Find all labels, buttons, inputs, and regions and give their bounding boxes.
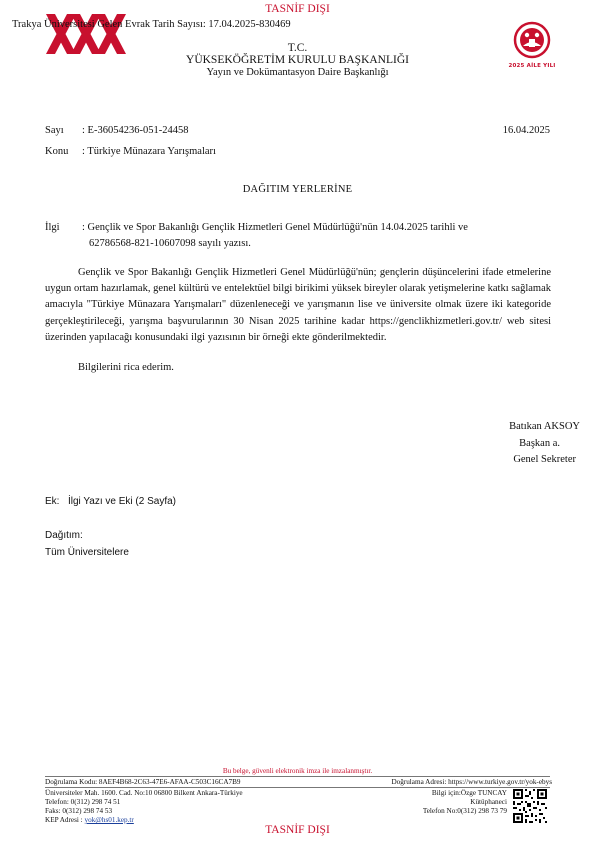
signer-title-1: Başkan a. — [519, 437, 560, 449]
distribution-value: Tüm Üniversitelere — [45, 547, 129, 558]
kep-label: KEP Adresi : — [45, 816, 83, 824]
ilgi-line2: 62786568-821-10607098 sayılı yazısı. — [89, 238, 251, 249]
document-date: 16.04.2025 — [502, 125, 550, 136]
e-signature-note: Bu belge, güvenli elektronik imza ile imzalanmıştır. — [222, 767, 373, 775]
ilgi-label: İlgi — [45, 222, 60, 233]
closing-line: Bilgilerini rica ederim. — [78, 362, 174, 373]
emblem-year-text: 2025 AİLE YILI — [508, 63, 556, 69]
footer-divider-top — [45, 776, 550, 777]
info-person: Bilgi için:Özge TUNCAY — [431, 789, 507, 797]
classification-top: TASNİF DIŞI — [265, 3, 330, 15]
ilgi-line1: : Gençlik ve Spor Bakanlığı Gençlik Hizmetleri Genel Müdürlüğü'nün 14.04.2025 tarihli ve — [82, 222, 468, 233]
signer-title-2: Genel Sekreter — [513, 454, 576, 465]
footer-fax: Faks: 0(312) 298 74 53 — [45, 807, 113, 815]
konu-value: : Türkiye Münazara Yarışmaları — [82, 146, 216, 157]
incoming-document-stamp: Trakya Üniversitesi Gelen Evrak Tarih Sayısı: 17.04.2025-830469 — [12, 19, 291, 30]
kep-address-link[interactable]: yok@hs01.kep.tr — [84, 816, 134, 824]
sayi-value: : E-36054236-051-24458 — [82, 125, 189, 136]
footer-phone: Telefon: 0(312) 298 74 51 — [45, 798, 121, 806]
header-tc: T.C. — [287, 42, 308, 54]
attachment-label: Ek: — [45, 496, 60, 507]
signature-block — [440, 419, 580, 469]
footer-divider-bottom — [45, 787, 550, 788]
info-unit: Kütüphaneci — [470, 798, 507, 806]
classification-bottom: TASNİF DIŞI — [265, 824, 330, 836]
attachment-value: İlgi Yazı ve Eki (2 Sayfa) — [68, 496, 177, 507]
distribution-label: Dağıtım: — [45, 530, 83, 541]
footer-address: Üniversiteler Mah. 1600. Cad. No:10 06800 Bilkent Ankara-Türkiye — [45, 789, 243, 797]
qr-code[interactable] — [512, 788, 548, 824]
signer-name: Batıkan AKSOY — [509, 421, 580, 432]
header-department: Yayın ve Dokümantasyon Daire Başkanlığı — [206, 67, 389, 78]
header-institution: YÜKSEKÖĞRETİM KURULU BAŞKANLIĞI — [186, 54, 409, 66]
verification-address: Doğrulama Adresi: https://www.turkiye.gov.tr/yok-ebys — [391, 778, 552, 786]
info-phone: Telefon No:0(312) 298 73 79 — [422, 807, 507, 815]
konu-label: Konu — [45, 146, 69, 157]
verification-code: Doğrulama Kodu: 8AEF4B68-2C63-47E6-AFAA-C503C16CA7B9 — [45, 778, 241, 786]
body-paragraph: Gençlik ve Spor Bakanlığı Gençlik Hizmetleri Genel Müdürlüğü'nün; gençlerin düşüncelerini ifade etmelerine uygun ortam hazırlamak, genel kültürü ve entelektüel bilgi birikimi yüksek bireyler olarak yetişmelerine katkı sağlamak amacıyla "Türkiye Münazara Yarışmaları" düzenleneceği ve yarışmanın lise ve üniversite olmak üzere iki kategoride gerçekleştirileceği, yarışma başvurularının 30 Nisan 2025 tarihine kadar https://genclikhizmetleri.gov.tr/ web sitesi üzerinden yapılacağı konusundaki ilgi yazısının bir örneği ekte gönderilmektedir. — [45, 267, 551, 343]
qr-code-icon — [512, 788, 548, 824]
recipients-title: DAĞITIM YERLERİNE — [242, 184, 353, 195]
sayi-label: Sayı — [45, 125, 64, 136]
